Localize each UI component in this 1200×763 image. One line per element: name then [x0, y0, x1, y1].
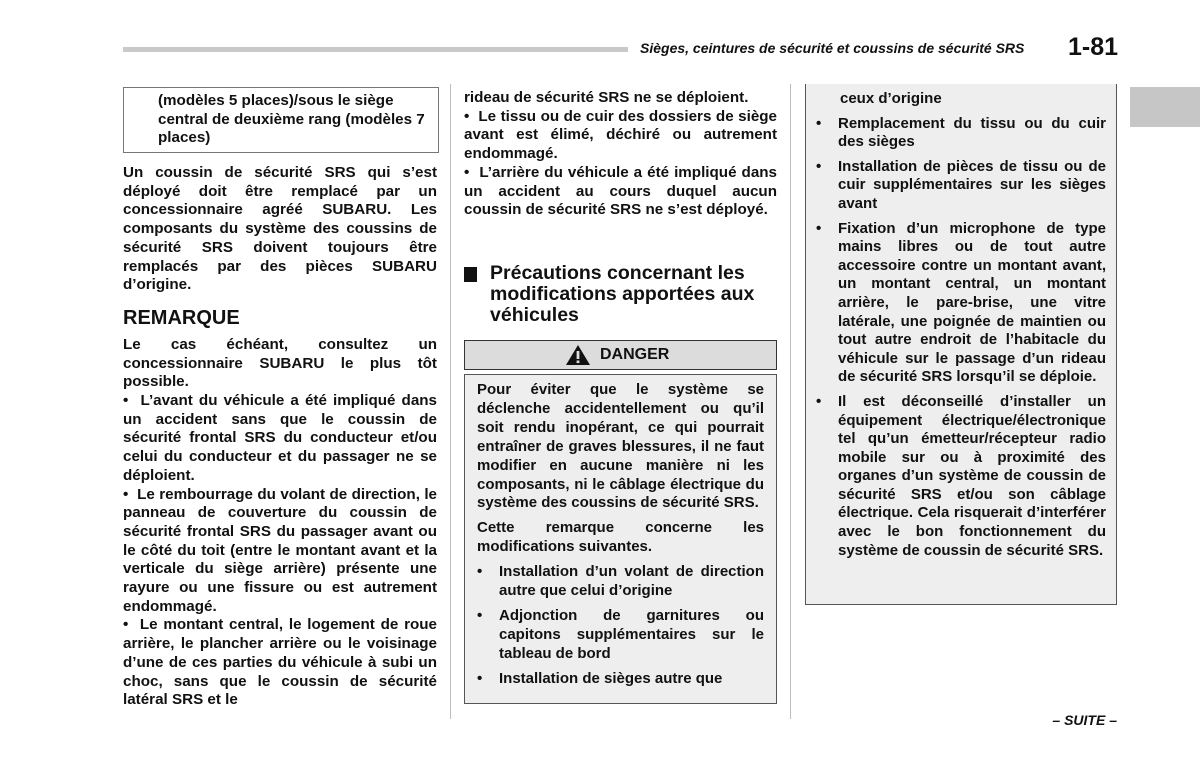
danger-label: DANGER [600, 346, 670, 363]
list-item: • L’avant du véhicule a été impliqué dans un accident sans que le coussin de sécurité frontal SRS du conducteur et/ou celui du conducteur et du passager ne se déploient. [123, 392, 437, 484]
header-rule [123, 47, 628, 52]
section-square-icon [464, 267, 477, 282]
column-divider-1 [450, 84, 451, 719]
column-2 [464, 89, 777, 220]
chapter-tab [1130, 87, 1200, 127]
danger-paragraph-2: Cette remarque concerne les modifications suivantes. [477, 519, 764, 556]
list-item-text: L’avant du véhicule a été impliqué dans un accident sans que le coussin de sécurité frontal SRS du conducteur et/ou celui du conducteur et du passager ne se déploient. [123, 392, 437, 484]
page-number: 1-81 [1068, 33, 1119, 61]
list-item-text: Il est déconseillé d’installer un équipement électrique/électronique tel qu’un émetteur/récepteur radio mobile sur ou à proximité des organes d’un système de coussin de sécurité SRS et/ou son câblage électrique. Cela risquerait d’interférer avec le bon fonctionnement du système de coussin de sécurité SRS. [838, 392, 1106, 559]
section-heading [464, 263, 780, 326]
list-item: • Le montant central, le logement de roue arrière, le plancher arrière ou le voisinage d’une de ces parties du véhicule à subi un choc, sans que le coussin de sécurité latéral SRS et le [123, 616, 437, 709]
replacement-paragraph: Un coussin de sécurité SRS qui s’est déployé doit être remplacé par un concessionnaire agréé SUBARU. Les composants du système des coussins de sécurité SRS doivent toujours être remplacés par des pièces SUBARU d’origine. [123, 164, 437, 294]
list-item: • Installation de pièces de tissu ou de cuir supplémentaires sur les sièges avant [816, 157, 1106, 212]
list-item: • Remplacement du tissu ou du cuir des sièges [816, 114, 1106, 151]
list-item: • Installation d’un volant de direction autre que celui d’origine [477, 563, 764, 600]
column-1 [123, 164, 437, 710]
list-item-text: Installation de sièges autre que [499, 669, 723, 687]
list-item-text: Le tissu ou de cuir des dossiers de siège avant est élimé, déchiré ou autrement endommagé. [464, 107, 777, 163]
column-divider-2 [790, 84, 791, 719]
location-note-box [123, 87, 439, 153]
list-item: • Adjonction de garnitures ou capitons supplémentaires sur le tableau de bord [477, 606, 764, 662]
continued-marker: – SUITE – [1052, 712, 1117, 728]
danger-paragraph-1: Pour éviter que le système se déclenche accidentellement ou qu’il soit rendu inopérant, ce qui pourrait entraîner de graves blessures, il ne faut modifier en aucune manière ni les composants, ni le câblage électrique du système des coussins de sécurité SRS. [477, 381, 764, 512]
danger-box-continued [805, 84, 1117, 605]
warning-triangle-icon [565, 344, 591, 366]
list-item-text: Installation de pièces de tissu ou de cuir supplémentaires sur les sièges avant [838, 157, 1106, 212]
list-item-text: Le rembourrage du volant de direction, le panneau de couverture du coussin de sécurité frontal SRS du passager avant ou le côté du toit (entre le montant avant et la verticale du siège arrière) présente une rayure ou une fissure ou est autrement endommagé. [123, 485, 437, 615]
list-item: • Le rembourrage du volant de direction, le panneau de couverture du coussin de sécurité frontal SRS du passager avant ou le côté du toit (entre le montant avant et la verticale du siège arrière) présente une rayure ou une fissure ou est autrement endommagé. [123, 485, 437, 615]
list-item-text: L’arrière du véhicule a été impliqué dans un accident au cours duquel aucun coussin de sécurité SRS ne s’est déployé. [464, 163, 777, 219]
list-item-text: Fixation d’un microphone de type mains libres ou de tout autre accessoire contre un montant avant, un montant central, un montant arrière, le pare-brise, une vitre latérale, une poignée de maintien ou tout autre endroit de l’habitacle du véhicule sur le passage d’un rideau de sécurité SRS lorsqu’il se déploie. [838, 219, 1106, 386]
section-header-title: Sièges, ceintures de sécurité et coussins de sécurité SRS [640, 40, 1025, 56]
list-item-text: Le montant central, le logement de roue arrière, le plancher arrière ou le voisinage d’une de ces parties du véhicule à subi un choc, sans que le coussin de sécurité latéral SRS et le [123, 616, 437, 709]
location-note-text: (modèles 5 places)/sous le siège central de deuxième rang (modèles 7 places) [158, 92, 425, 147]
list-item: • Fixation d’un microphone de type mains libres ou de tout autre accessoire contre un montant avant, un montant central, un montant arrière, le pare-brise, une vitre latérale, une poignée de maintien ou tout autre endroit de l’habitacle du véhicule sur le passage d’un rideau de sécurité SRS lorsqu’il se déploie. [816, 219, 1106, 386]
danger-banner [464, 340, 777, 370]
remarque-heading: REMARQUE [123, 306, 240, 329]
list-item: • Installation de sièges autre que [477, 670, 764, 689]
list-item: • Le tissu ou de cuir des dossiers de siège avant est élimé, déchiré ou autrement endommagé. [464, 107, 777, 163]
remarque-intro: Le cas échéant, consultez un concessionnaire SUBARU le plus tôt possible. [123, 335, 437, 391]
continued-text: rideau de sécurité SRS ne se déploient. [464, 89, 749, 106]
continued-text: ceux d’origine [840, 90, 942, 107]
section-heading-text: Précautions concernant les modifications apportées aux véhicules [490, 262, 755, 326]
danger-box [464, 374, 777, 704]
list-item-text: Adjonction de garnitures ou capitons supplémentaires sur le tableau de bord [499, 606, 764, 662]
list-item: • Il est déconseillé d’installer un équipement électrique/électronique tel qu’un émetteur/récepteur radio mobile sur ou à proximité des organes d’un système de coussin de sécurité SRS et/ou son câblage électrique. Cela risquerait d’interférer avec le bon fonctionnement du système de coussin de sécurité SRS. [816, 392, 1106, 559]
list-item: • L’arrière du véhicule a été impliqué dans un accident au cours duquel aucun coussin de sécurité SRS ne s’est déployé. [464, 163, 777, 219]
list-item-text: Remplacement du tissu ou du cuir des sièges [838, 114, 1106, 151]
list-item-text: Installation d’un volant de direction autre que celui d’origine [499, 563, 764, 600]
